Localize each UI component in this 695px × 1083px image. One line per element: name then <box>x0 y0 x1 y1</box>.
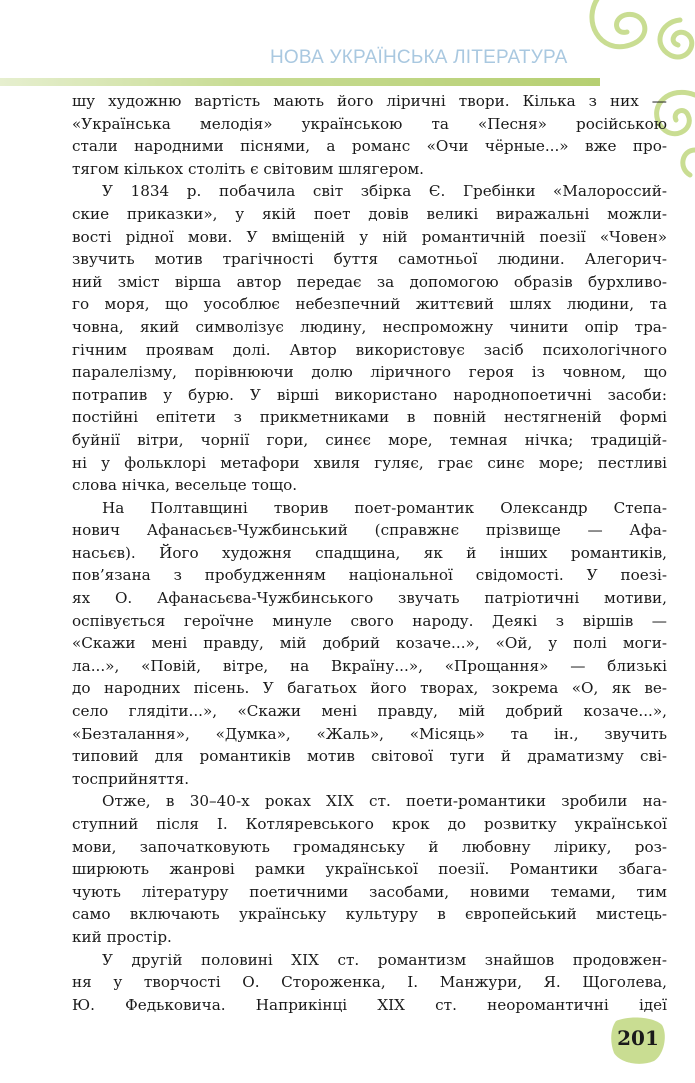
text-line: На Полтавщині творив поет-романтик Олександр Степа- <box>102 498 667 517</box>
text-line: постійні епітети з прикметниками в повній нестягненій формі <box>72 408 667 427</box>
text-line: насьєв). Його художня спадщина, як й інших романтиків, <box>72 543 667 562</box>
text-line: човна, який символізує людину, неспроможну чинити опір тра- <box>72 317 667 336</box>
body-text <box>72 90 667 1016</box>
text-line: шу художню вартість мають його ліричні твори. Кілька з них — <box>72 92 667 110</box>
page-header-title: НОВА УКРАЇНСЬКА ЛІТЕРАТУРА <box>270 47 568 68</box>
text-line: У другій половині XIX ст. романтизм знайшов продовжен- <box>102 950 667 969</box>
text-line: звучить мотив трагічності буття самотньої людини. Алегорич- <box>72 250 667 269</box>
text-line: стали народними піснями, а романс «Очи чёрные...» вже про- <box>72 137 667 156</box>
text-line: «Безталання», «Думка», «Жаль», «Місяць» та ін., звучить <box>72 724 667 743</box>
text-line: до народних пісень. У багатьох його творах, зокрема «О, як ве- <box>72 679 667 698</box>
text-line: ний зміст вірша автор передає за допомогою образів бурхливо- <box>72 272 667 291</box>
text-line: Отже, в 30–40-х роках XIX ст. поети-романтики зробили на- <box>102 792 667 811</box>
text-line: нович Афанасьєв-Чужбинський (справжнє прізвище — Афа- <box>72 521 667 540</box>
text-line: типовий для романтиків мотив світової туги й драматизму сві- <box>72 747 667 766</box>
text-line: вості рідної мови. У вміщеній у ній романтичній поезії «Човен» <box>72 227 667 246</box>
text-line: буйнії вітри, чорнії гори, синєє море, темная нічка; традицій- <box>72 430 667 449</box>
text-line: ские приказки», у якій поет довів великі виражальні можли- <box>72 204 667 223</box>
text-line: оспівується героїчне минуле свого народу. Деякі з віршів — <box>72 611 667 630</box>
text-line: потрапив у бурю. У вірші використано народнопоетичні засоби: <box>72 385 667 404</box>
text-line: ях О. Афанасьєва-Чужбинського звучать патріотичні мотиви, <box>72 589 667 608</box>
text-line: «Українська мелодія» українською та «Песня» російською <box>72 114 667 133</box>
text-line: Ю. Федьковича. Наприкінці XIX ст. неоромантичні ідеї <box>72 995 667 1014</box>
text-line: ступний після І. Котляревського крок до розвитку української <box>72 815 667 833</box>
text-line: мови, започатковують громадянську й любовну лірику, роз- <box>72 837 667 856</box>
text-line: само включають українську культуру в європейський мистець- <box>72 905 667 924</box>
text-line: ня у творчості О. Стороженка, І. Манжури, Я. Щоголева, <box>72 973 667 992</box>
header-rule <box>0 78 600 86</box>
text-line: село глядіти...», «Скажи мені правду, мій добрий козаче...», <box>72 702 667 721</box>
text-line: ширюють жанрові рамки української поезії. Романтики збага- <box>72 860 667 879</box>
text-line: У 1834 р. побачила світ збірка Є. Гребінки «Малороссий- <box>102 182 667 201</box>
text-line: слова нічка, весельце тощо. <box>72 476 298 495</box>
page-number: 201 <box>617 1026 659 1050</box>
text-line: гічним проявам долі. Автор використовує засіб психологічного <box>72 340 667 359</box>
text-line: чують літературу поетичними засобами, новими темами, тим <box>72 882 667 901</box>
text-line: го моря, що уособлює небезпечний життєвий шлях людини, та <box>72 295 667 314</box>
text-line: ні у фольклорі метафори хвиля гуляє, грає синє море; пестливі <box>72 453 667 472</box>
text-line: кий простір. <box>72 927 172 946</box>
text-line: ла...», «Повій, вітре, на Вкраїну...», «Прощання» — близькі <box>72 656 667 675</box>
text-line: паралелізму, порівнюючи долю ліричного героя із човном, що <box>72 363 667 382</box>
text-line: тягом кількох століть є світовим шлягером. <box>72 159 424 178</box>
text-line: тосприйняття. <box>72 769 190 788</box>
text-line: пов’язана з пробудженням національної свідомості. У поезі- <box>72 566 667 585</box>
text-line: «Скажи мені правду, мій добрий козаче...», «Ой, у полі моги- <box>72 634 667 653</box>
